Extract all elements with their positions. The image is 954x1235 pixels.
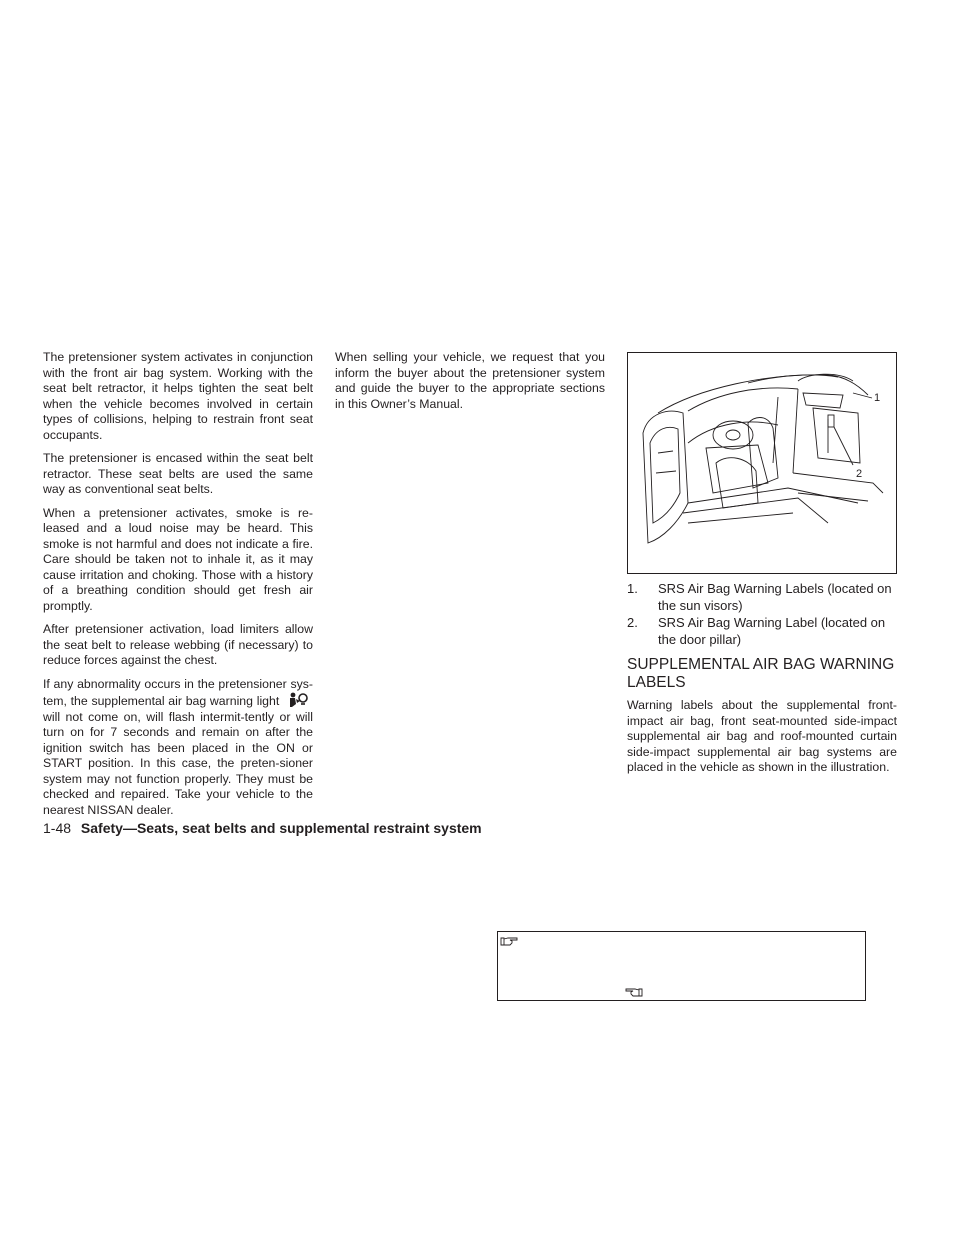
legend-number: 1. <box>627 581 638 596</box>
page-number: 1-48 <box>43 820 72 836</box>
callout-1: 1 <box>874 392 881 404</box>
text-column-middle <box>335 350 605 420</box>
paragraph: After pretensioner activation, load limiters allow the seat belt to release webbing (if necessary) to reduce forces against the chest. <box>43 622 313 667</box>
section-body: Warning labels about the supplemental front-impact air bag, front seat-mounted side-impact supplemental air bag and roof-mounted curtain side-impact supplemental air bag systems are placed in the vehicle as shown in the illustration. <box>627 698 897 774</box>
legend-item <box>627 614 897 648</box>
callout-2: 2 <box>856 468 863 480</box>
paragraph: The pretensioner is encased within the seat belt retractor. These seat belts are used the same way as conventional seat belts. <box>43 451 313 496</box>
paragraph-text: will not come on, will flash intermit-tently or will turn on for 7 seconds and remain on after the ignition switch has been placed in the ON or START position. In this case, the preten-sioner system may not function properly. They must be checked and repaired. Take your vehicle to the nearest NISSAN dealer. <box>43 709 313 817</box>
figure-legend <box>627 580 897 648</box>
legend-text: SRS Air Bag Warning Label (located on the door pillar) <box>658 615 886 647</box>
legend-text: SRS Air Bag Warning Labels (located on the sun visors) <box>658 581 892 613</box>
paragraph-with-icon <box>43 677 313 819</box>
paragraph: The pretensioner system activates in conjunction with the front air bag system. Working with the seat belt retractor, it helps tighten the seat belt when the vehicle becomes involved in certain types of collisions, helping to restrain front seat occupants. <box>43 350 313 442</box>
text-column-left <box>43 350 313 826</box>
paragraph-text: If any abnormality occurs in the pretensioner sys-tem, the supplemental air bag warning light <box>43 676 313 708</box>
pointing-hand-left-icon <box>623 985 643 1003</box>
legend-number: 2. <box>627 615 638 630</box>
paragraph: When a pretensioner activates, smoke is re-leased and a loud noise may be heard. This smoke is not harmful and does not indicate a fire. Care should be taken not to inhale it, as it may cause irritation and choking. Those with a history of a breathing condition should get fresh air promptly. <box>43 505 313 613</box>
pointing-hand-right-icon <box>500 934 520 952</box>
section-heading: SUPPLEMENTAL AIR BAG WARNING LABELS <box>627 656 895 691</box>
vehicle-interior-illustration <box>627 352 897 574</box>
legend-item <box>627 580 897 614</box>
note-box <box>497 931 866 1001</box>
page-footer <box>43 820 482 836</box>
airbag-warning-icon <box>287 692 309 708</box>
text-column-right <box>627 352 897 784</box>
paragraph: When selling your vehicle, we request that you inform the buyer about the pretensioner system and guide the buyer to the appropriate sections in this Owner’s Manual. <box>335 350 605 411</box>
chapter-title: Safety—Seats, seat belts and supplemental restraint system <box>80 820 482 836</box>
car-interior-drawing <box>628 353 896 573</box>
